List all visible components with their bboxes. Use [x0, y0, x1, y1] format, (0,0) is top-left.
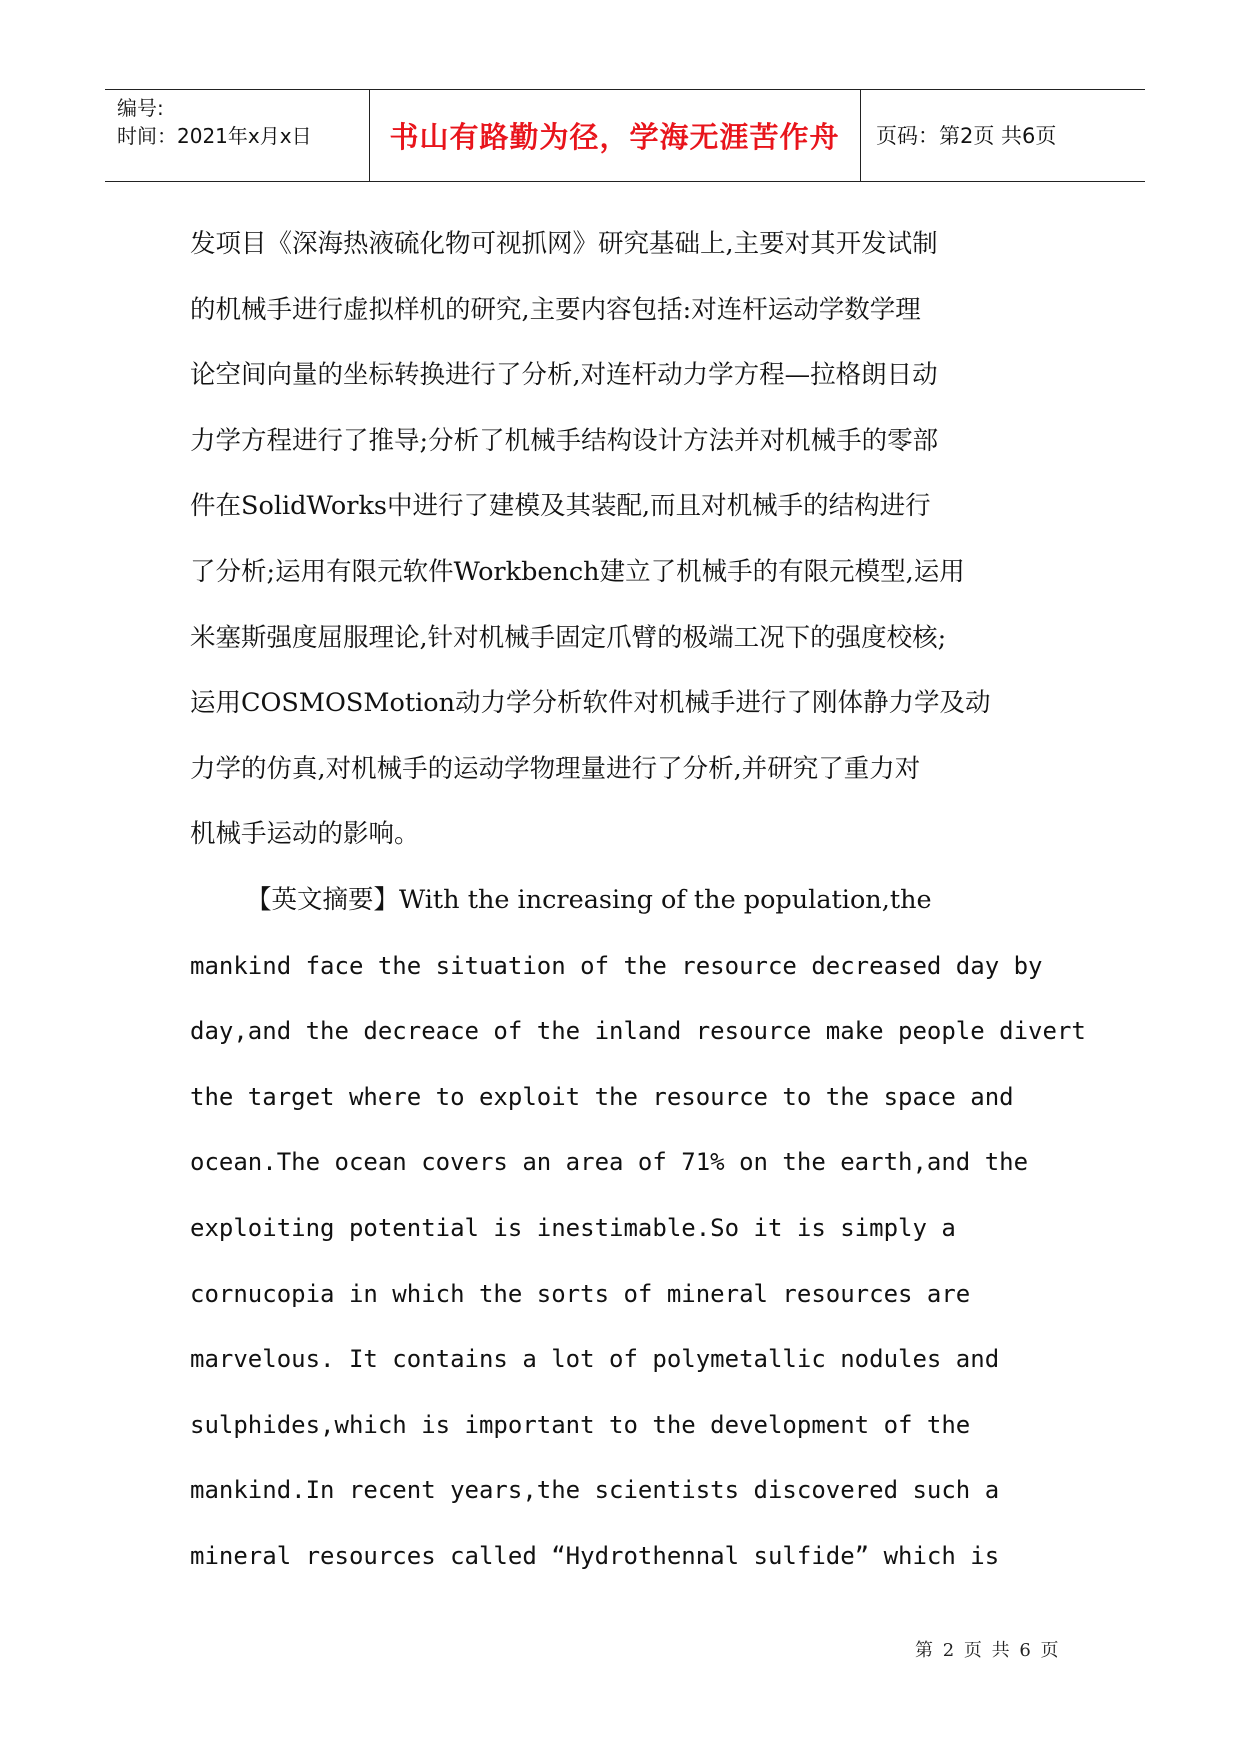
text-line: 了分析;运用有限元软件Workbench建立了机械手的有限元模型,运用	[190, 556, 965, 587]
text-line: exploiting potential is inestimable.So it is simply a	[190, 1213, 956, 1242]
header-divider	[860, 90, 861, 181]
text-line: 的机械手进行虚拟样机的研究,主要内容包括:对连杆运动学数学理	[190, 294, 921, 325]
text-line: day,and the decreace of the inland resource make people divert	[190, 1017, 1086, 1046]
text-line: 运用COSMOSMotion动力学分析软件对机械手进行了刚体静力学及动	[190, 688, 991, 719]
text-line: 【英文摘要】With the increasing of the population,the	[246, 884, 932, 915]
header-motto: 书山有路勤为径，学海无涯苦作舟	[389, 119, 840, 154]
serial-label: 编号:	[117, 96, 164, 120]
text-line: the target where to exploit the resource to the space and	[190, 1082, 1014, 1111]
english-abstract-paragraph	[190, 868, 1086, 1590]
text-line: 力学的仿真,对机械手的运动学物理量进行了分析,并研究了重力对	[190, 753, 921, 784]
header-meta	[117, 94, 312, 150]
text-line: mineral resources called “Hydrothennal sulfide” which is	[190, 1541, 1000, 1570]
text-line: cornucopia in which the sorts of mineral resources are	[190, 1279, 971, 1308]
document-body	[190, 212, 1086, 1589]
text-line: mankind.In recent years,the scientists discovered such a	[190, 1476, 1000, 1505]
chinese-abstract-paragraph	[190, 212, 1070, 868]
text-line: mankind face the situation of the resource decreased day by	[190, 951, 1043, 980]
text-line: ocean.The ocean covers an area of 71% on the earth,and the	[190, 1148, 1029, 1177]
header-page-info: 页码：第2页 共6页	[876, 124, 1057, 148]
text-line: 力学方程进行了推导;分析了机械手结构设计方法并对机械手的零部	[190, 425, 939, 456]
date-text: 时间：2021年x月x日	[117, 124, 312, 148]
text-line: 米塞斯强度屈服理论,针对机械手固定爪臂的极端工况下的强度校核;	[190, 622, 947, 653]
text-line: 件在SolidWorks中进行了建模及其装配,而且对机械手的结构进行	[190, 491, 931, 522]
text-line: 机械手运动的影响。	[190, 819, 420, 850]
page-footer: 第 2 页 共 6 页	[915, 1640, 1061, 1661]
page-header	[105, 89, 1145, 182]
text-line: 论空间向量的坐标转换进行了分析,对连杆动力学方程—拉格朗日动	[190, 360, 938, 391]
text-line: marvelous. It contains a lot of polymetallic nodules and	[190, 1345, 1000, 1374]
text-line: sulphides,which is important to the development of the	[190, 1410, 971, 1439]
text-line: 发项目《深海热液硫化物可视抓网》研究基础上,主要对其开发试制	[190, 229, 938, 259]
